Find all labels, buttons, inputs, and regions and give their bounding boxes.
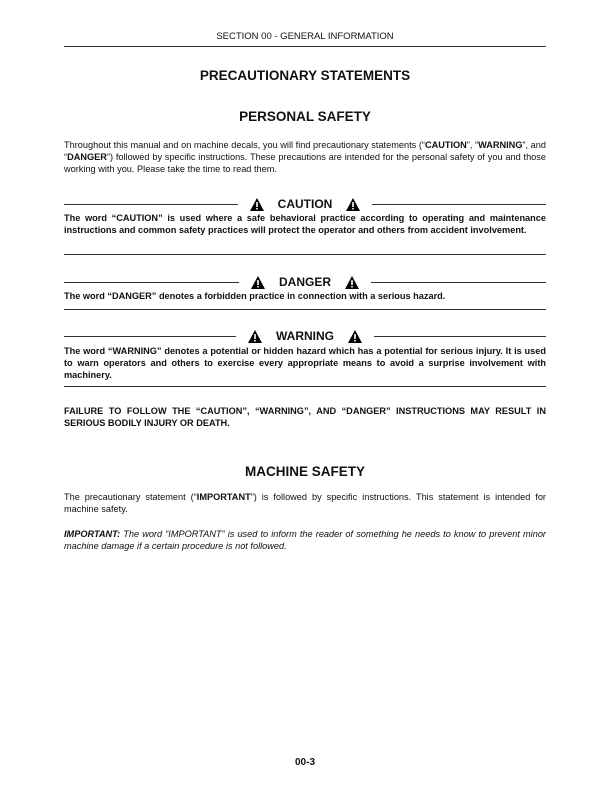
page-number: 00-3 xyxy=(294,757,315,768)
warning-triangle-icon xyxy=(248,330,262,343)
warning-label: WARNING xyxy=(276,329,334,343)
danger-signal-header xyxy=(64,275,546,289)
warning-triangle-icon xyxy=(348,330,362,343)
caution-signal-header xyxy=(64,197,546,211)
machine-safety-heading: MACHINE SAFETY xyxy=(244,464,365,479)
header-rule xyxy=(64,46,546,47)
warning-signal-header xyxy=(64,329,546,343)
danger-text: The word “DANGER” denotes a forbidden practice in connection with a serious hazard. xyxy=(64,291,446,301)
caution-text: The word “CAUTION” is used where a safe behavioral practice according to operating and maintenance instructions and common safety practices will protect the operator and others from accident involvement. xyxy=(64,213,546,235)
warning-triangle-icon xyxy=(251,276,265,289)
important-note: IMPORTANT: The word “IMPORTANT” is used to inform the reader of something he needs to know to prevent minor machine damage if a certain procedure is not followed. xyxy=(64,529,546,551)
failure-notice: FAILURE TO FOLLOW THE “CAUTION”, “WARNING”, AND “DANGER” INSTRUCTIONS MAY RESULT IN SERIOUS BODILY INJURY OR DEATH. xyxy=(64,406,546,428)
warning-triangle-icon xyxy=(345,276,359,289)
warning-triangle-icon xyxy=(250,198,264,211)
danger-rule xyxy=(64,309,546,310)
warning-triangle-icon xyxy=(346,198,360,211)
section-header: SECTION 00 - GENERAL INFORMATION xyxy=(216,31,394,42)
caution-rule xyxy=(64,254,546,255)
page-title: PRECAUTIONARY STATEMENTS xyxy=(199,68,411,83)
warning-rule xyxy=(64,386,546,387)
important-label: IMPORTANT: xyxy=(64,529,121,539)
danger-label: DANGER xyxy=(279,275,332,289)
machine-safety-paragraph: The precautionary statement (“IMPORTANT”) is followed by specific instructions. This statement is intended for machine safety. xyxy=(64,492,546,514)
personal-safety-heading: PERSONAL SAFETY xyxy=(239,109,371,124)
warning-text: The word “WARNING” denotes a potential or hidden hazard which has a potential for serious injury. It is used to warn operators and others to exercise every appropriate means to avoid a surprise involvement with machinery. xyxy=(64,346,546,380)
intro-paragraph: Throughout this manual and on machine decals, you will find precautionary statements (“CAUTION”, “WARNING”, and “DANGER”) followed by specific instructions. These precautions are intended for the personal safety of you and those working with you. Please take the time to read them. xyxy=(64,140,546,174)
caution-label: CAUTION xyxy=(277,197,333,211)
